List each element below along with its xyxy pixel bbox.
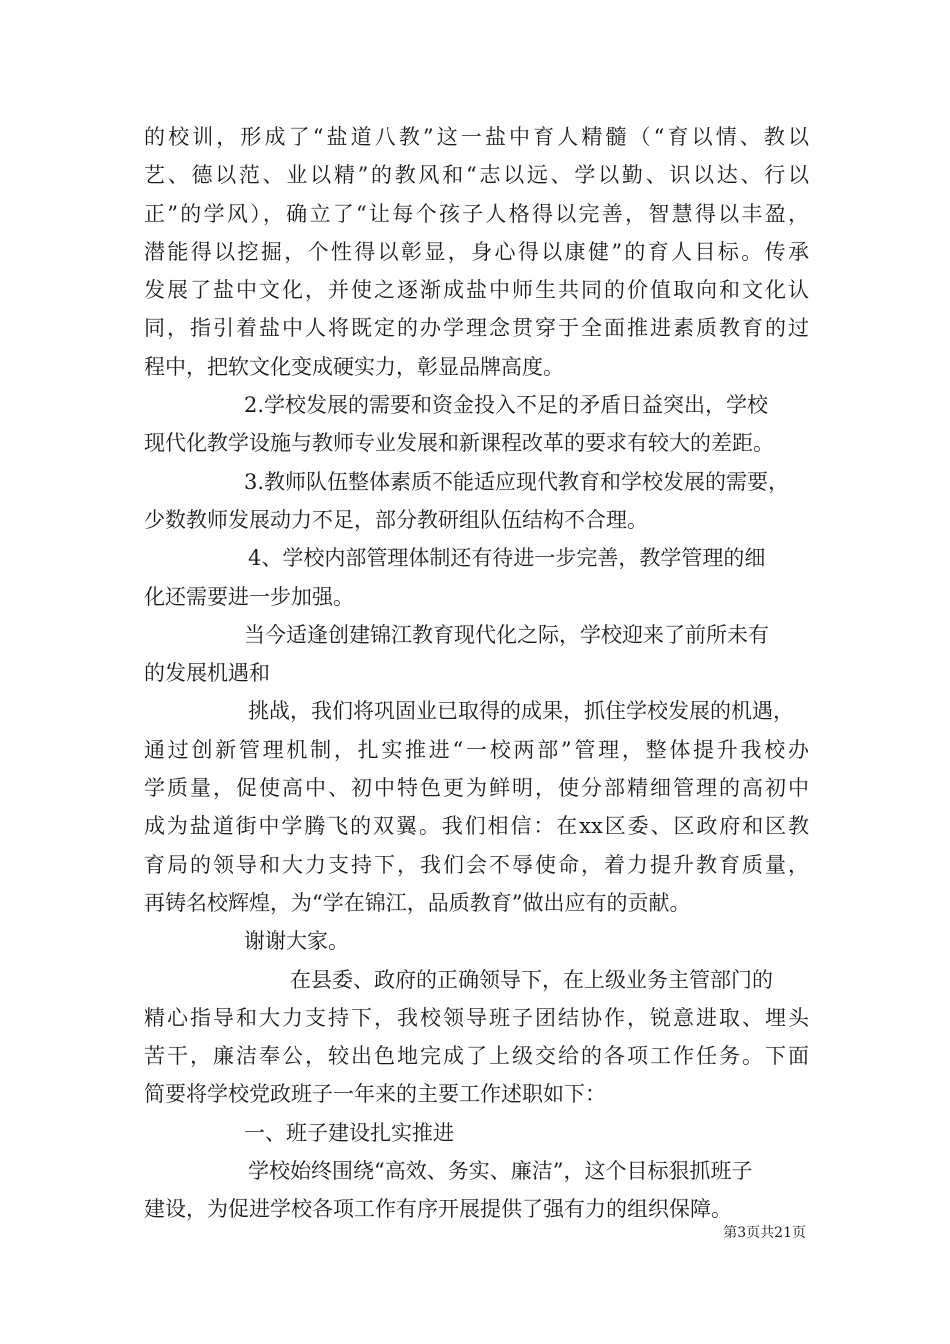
text-line: 成为盐道街中学腾飞的双翼。我们相信：在xx区委、区政府和区教 xyxy=(144,814,809,839)
text-line: 学校始终围绕“高效、务实、廉洁”，这个目标狠抓班子 xyxy=(248,1159,753,1184)
text-line: 化还需要进一步加强。 xyxy=(144,584,354,609)
text-line: 苦干，廉洁奉公，较出色地完成了上级交给的各项工作任务。下面 xyxy=(144,1044,809,1069)
text-line: 精心指导和大力支持下，我校领导班子团结协作，锐意进取、埋头 xyxy=(144,1005,809,1030)
text-line: 同，指引着盐中人将既定的办学理念贯穿于全面推进素质教育的过 xyxy=(144,316,809,341)
text-line: 学质量，促使高中、初中特色更为鲜明，使分部精细管理的高初中 xyxy=(144,776,809,801)
text-line: 建设，为促进学校各项工作有序开展提供了强有力的组织保障。 xyxy=(144,1197,732,1222)
text-line: 3.教师队伍整体素质不能适应现代教育和学校发展的需要， xyxy=(244,469,790,494)
text-line: 潜能得以挖掘，个性得以彰显，身心得以康健”的育人目标。传承 xyxy=(144,239,809,264)
text-line: 通过创新管理机制，扎实推进“一校两部”管理，整体提升我校办 xyxy=(144,737,809,762)
text-line: 程中，把软文化变成硬实力，彰显品牌高度。 xyxy=(144,354,564,379)
text-line: 育局的领导和大力支持下，我们会不辱使命，着力提升教育质量， xyxy=(144,852,809,877)
text-line: 当今适逢创建锦江教育现代化之际，学校迎来了前所未有 xyxy=(244,622,769,647)
document-body xyxy=(144,118,809,1229)
text-line: 的发展机遇和 xyxy=(144,661,270,686)
text-line: 挑战，我们将巩固业已取得的成果，抓住学校发展的机遇， xyxy=(248,699,794,724)
text-line: 少数教师发展动力不足，部分教研组队伍结构不合理。 xyxy=(144,507,648,532)
text-line: 的校训，形成了“盐道八教”这一盐中育人精髓（“育以情、教以 xyxy=(144,125,809,149)
text-line: 谢谢大家。 xyxy=(244,929,349,954)
text-line: 4、学校内部管理体制还有待进一步完善，教学管理的细 xyxy=(248,546,766,571)
text-line: 在县委、政府的正确领导下，在上级业务主管部门的 xyxy=(290,967,773,992)
text-line: 正”的学风），确立了“让每个孩子人格得以完善，智慧得以丰盈， xyxy=(144,201,809,226)
text-line: 艺、德以范、业以精”的教风和“志以远、学以勤、识以达、行以 xyxy=(144,163,809,188)
text-line: 再铸名校辉煌，为“学在锦江，品质教育”做出应有的贡献。 xyxy=(144,890,691,915)
text-line: 现代化教学设施与教师专业发展和新课程改革的要求有较大的差距。 xyxy=(144,431,774,456)
page-number: 第3页共21页 xyxy=(723,1225,806,1241)
text-line: 2.学校发展的需要和资金投入不足的矛盾日益突出，学校 xyxy=(244,393,769,418)
text-line: 发展了盐中文化，并使之逐渐成盐中师生共同的价值取向和文化认 xyxy=(144,278,809,303)
text-line: 简要将学校党政班子一年来的主要工作述职如下： xyxy=(144,1082,606,1107)
section-heading: 一、班子建设扎实推进 xyxy=(244,1120,454,1145)
